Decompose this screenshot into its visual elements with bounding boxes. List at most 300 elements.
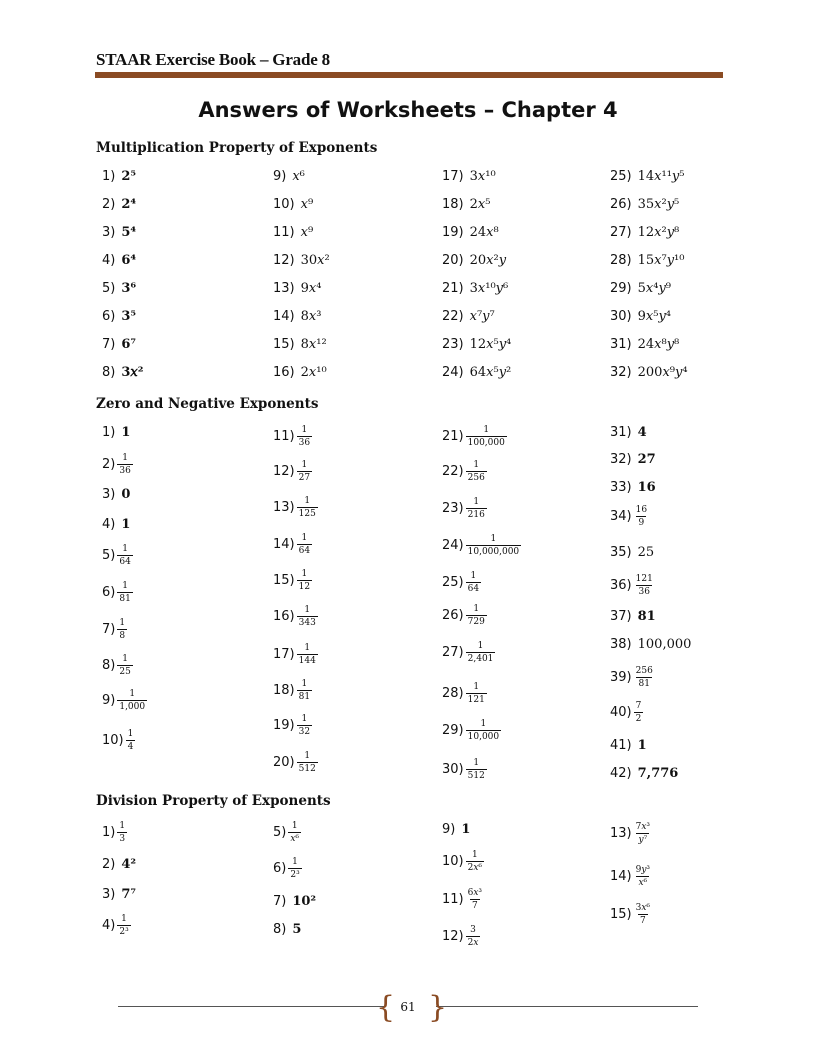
fraction-denominator: 8 — [119, 630, 126, 641]
answer-item — [442, 496, 487, 520]
answer-number: 26) — [610, 196, 632, 212]
answer-fraction — [297, 496, 318, 519]
fraction-denominator: 125 — [298, 508, 316, 519]
answer-value: 𝑥⁹ — [300, 224, 314, 240]
fraction-numerator: 1 — [304, 750, 311, 761]
answer-value: 12𝑥²𝑦⁸ — [637, 224, 680, 240]
answer-number: 17) — [442, 168, 464, 184]
fraction-denominator: 100,000 — [467, 437, 505, 448]
answer-fraction — [466, 604, 487, 627]
answer-item — [102, 360, 143, 384]
answer-number: 38) — [610, 636, 632, 652]
answer-number: 23) — [442, 336, 464, 352]
answer-value: 9𝑥⁴ — [300, 280, 322, 296]
answer-item — [442, 533, 521, 557]
answer-item — [273, 568, 312, 592]
answer-number: 7) — [273, 893, 287, 909]
answer-value: 6⁷ — [121, 336, 137, 352]
answer-item — [102, 882, 136, 906]
answer-item — [442, 570, 481, 594]
answer-value: 200𝑥⁹𝑦⁴ — [637, 364, 688, 380]
answer-number: 9) — [102, 692, 116, 708]
fraction-numerator: 1 — [473, 496, 480, 507]
answer-number: 23) — [442, 500, 464, 516]
answer-item — [102, 512, 130, 536]
page-title: Answers of Worksheets – Chapter 4 — [198, 98, 618, 122]
fraction-denominator: 7 — [471, 900, 478, 911]
fraction-denominator: 1,000 — [119, 701, 146, 712]
answer-value: 9𝑥⁵𝑦⁴ — [637, 308, 671, 324]
answer-value: 𝑥⁹ — [300, 196, 314, 212]
answer-item — [102, 852, 136, 876]
answer-item — [610, 902, 652, 926]
fraction-numerator: 1 — [121, 913, 127, 924]
answer-number: 2) — [102, 196, 116, 212]
fraction-numerator: 121 — [635, 573, 653, 584]
answer-number: 31) — [610, 336, 632, 352]
answer-item — [273, 889, 316, 913]
answer-number: 32) — [610, 364, 632, 380]
answer-number: 5) — [273, 824, 287, 840]
answer-number: 32) — [610, 451, 632, 467]
answer-value: 15𝑥⁷𝑦¹⁰ — [637, 252, 685, 268]
answer-number: 20) — [442, 252, 464, 268]
fraction-denominator: 343 — [298, 617, 316, 628]
answer-value: 5⁴ — [121, 224, 137, 240]
answer-item — [273, 360, 327, 384]
answer-number: 24) — [442, 364, 464, 380]
answer-fraction — [297, 569, 312, 592]
answer-number: 24) — [442, 537, 464, 553]
answer-number: 29) — [442, 722, 464, 738]
answer-number: 3) — [102, 224, 116, 240]
answer-number: 8) — [102, 657, 116, 673]
answer-number: 6) — [102, 584, 116, 600]
answer-item — [442, 640, 495, 664]
answer-fraction — [466, 925, 481, 948]
answer-item — [273, 248, 330, 272]
fraction-numerator: 1 — [119, 617, 126, 628]
answer-number: 34) — [610, 508, 632, 524]
answer-value: 3⁵ — [121, 308, 137, 324]
answer-item — [610, 761, 678, 785]
fraction-numerator: 1 — [292, 856, 298, 867]
answer-item — [610, 447, 656, 471]
fraction-numerator: 3 — [470, 924, 476, 935]
fraction-denominator: 10,000 — [467, 731, 500, 742]
fraction-denominator: 2,401 — [467, 653, 494, 664]
answer-fraction — [297, 605, 318, 628]
fraction-denominator: 81 — [119, 593, 131, 604]
answer-number: 15) — [610, 906, 632, 922]
answer-item — [442, 424, 507, 448]
answer-number: 16) — [273, 364, 295, 380]
answer-item — [102, 617, 127, 641]
answer-number: 26) — [442, 607, 464, 623]
answer-fraction — [288, 857, 301, 880]
answer-value: 1 — [121, 516, 131, 532]
fraction-numerator: 1 — [301, 532, 308, 543]
answer-number: 1) — [102, 168, 116, 184]
answer-value: 30𝑥² — [300, 252, 330, 268]
answer-fraction — [297, 751, 318, 774]
answer-number: 29) — [610, 280, 632, 296]
answer-number: 20) — [273, 754, 295, 770]
fraction-numerator: 1 — [473, 603, 480, 614]
header-rule — [95, 72, 723, 78]
fraction-denominator: 2³ — [290, 869, 300, 880]
fraction-denominator: 2𝑥⁶ — [467, 862, 483, 873]
answer-item — [610, 475, 656, 499]
answer-fraction — [466, 425, 507, 448]
answer-item — [442, 192, 490, 216]
fraction-denominator: 144 — [298, 655, 316, 666]
answer-value: 3𝑥² — [121, 364, 144, 380]
answer-number: 15) — [273, 572, 295, 588]
answer-item — [610, 573, 655, 597]
answer-item — [102, 452, 133, 476]
answer-value: 5 — [292, 921, 302, 937]
answer-value: 2⁵ — [121, 168, 137, 184]
fraction-denominator: 𝑥⁶ — [638, 877, 648, 888]
fraction-numerator: 1 — [127, 728, 134, 739]
answer-number: 37) — [610, 608, 632, 624]
fraction-numerator: 1 — [473, 681, 480, 692]
answer-number: 12) — [273, 252, 295, 268]
answer-fraction — [466, 534, 522, 557]
answer-item — [273, 917, 301, 941]
answer-number: 22) — [442, 308, 464, 324]
answer-fraction — [634, 701, 644, 724]
answer-value: 2𝑥⁵ — [469, 196, 491, 212]
answer-item — [102, 220, 136, 244]
answer-number: 16) — [273, 608, 295, 624]
answer-number: 8) — [273, 921, 287, 937]
answer-item — [610, 504, 649, 528]
fraction-denominator: 36 — [119, 465, 131, 476]
fraction-numerator: 9𝑦³ — [635, 864, 651, 875]
section-title: Multiplication Property of Exponents — [96, 140, 378, 156]
answer-item — [273, 192, 313, 216]
answer-number: 36) — [610, 577, 632, 593]
answer-number: 42) — [610, 765, 632, 781]
fraction-numerator: 1 — [122, 543, 128, 554]
answer-value: 3𝑥¹⁰ — [469, 168, 496, 184]
answer-number: 21) — [442, 280, 464, 296]
answer-item — [102, 543, 133, 567]
answer-number: 12) — [273, 463, 295, 479]
answer-item — [273, 164, 305, 188]
fraction-numerator: 1 — [291, 820, 298, 831]
answer-number: 13) — [610, 825, 632, 841]
section-title: Zero and Negative Exponents — [96, 396, 319, 412]
answer-number: 9) — [273, 168, 287, 184]
answer-item — [273, 424, 312, 448]
answer-fraction — [126, 729, 136, 752]
fraction-numerator: 1 — [480, 718, 487, 729]
answer-fraction — [117, 581, 132, 604]
answer-fraction — [634, 865, 652, 888]
answer-number: 31) — [610, 424, 632, 440]
answer-value: 1 — [637, 737, 647, 753]
answer-value: 0 — [121, 486, 131, 502]
fraction-numerator: 1 — [304, 604, 311, 615]
answer-number: 28) — [442, 685, 464, 701]
answer-item — [442, 603, 487, 627]
answer-fraction — [297, 679, 312, 702]
fraction-numerator: 1 — [301, 678, 308, 689]
answer-number: 21) — [442, 428, 464, 444]
answer-item — [442, 248, 506, 272]
answer-number: 14) — [273, 536, 295, 552]
answer-fraction — [297, 460, 312, 483]
answer-number: 1) — [102, 424, 116, 440]
answer-item — [442, 360, 511, 384]
answer-item — [102, 728, 135, 752]
answer-fraction — [466, 719, 502, 742]
fraction-numerator: 1 — [471, 849, 478, 860]
answer-number: 39) — [610, 669, 632, 685]
answer-number: 6) — [102, 308, 116, 324]
answer-fraction — [634, 903, 652, 926]
answer-item — [273, 713, 312, 737]
fraction-numerator: 1 — [122, 452, 128, 463]
answer-number: 13) — [273, 499, 295, 515]
fraction-numerator: 1 — [483, 424, 490, 435]
fraction-numerator: 16 — [635, 504, 648, 515]
answer-item — [102, 653, 133, 677]
answer-fraction — [634, 822, 652, 845]
fraction-numerator: 1 — [122, 653, 128, 664]
answer-number: 2) — [102, 456, 116, 472]
answer-number: 18) — [442, 196, 464, 212]
answer-item — [273, 642, 318, 666]
answer-value: 4 — [637, 424, 647, 440]
fraction-numerator: 1 — [119, 820, 126, 831]
fraction-denominator: 256 — [467, 472, 485, 483]
answer-number: 11) — [442, 891, 464, 907]
answer-item — [442, 718, 501, 742]
answer-fraction — [117, 618, 127, 641]
fraction-numerator: 3𝑥⁶ — [635, 902, 651, 913]
answer-item — [610, 604, 656, 628]
footer-right-bracket: } — [428, 990, 448, 1025]
answer-number: 7) — [102, 336, 116, 352]
answer-number: 4) — [102, 917, 116, 933]
answer-item — [610, 420, 647, 444]
fraction-denominator: 216 — [467, 509, 485, 520]
answer-item — [102, 304, 136, 328]
answer-value: 2⁴ — [121, 196, 137, 212]
answer-item — [102, 820, 127, 844]
footer-left-bracket: { — [376, 990, 396, 1025]
answer-value: 100,000 — [637, 636, 692, 652]
fraction-numerator: 1 — [301, 424, 308, 435]
answer-item — [442, 757, 487, 781]
answer-number: 3) — [102, 486, 116, 502]
answer-fraction — [117, 544, 132, 567]
fraction-numerator: 7𝑥³ — [635, 821, 651, 832]
answer-item — [442, 304, 495, 328]
answer-fraction — [634, 666, 655, 689]
answer-number: 19) — [442, 224, 464, 240]
answer-number: 40) — [610, 704, 632, 720]
answer-number: 27) — [610, 224, 632, 240]
answer-value: 24𝑥⁸𝑦⁸ — [637, 336, 680, 352]
fraction-numerator: 1 — [477, 640, 484, 651]
answer-number: 1) — [102, 824, 116, 840]
fraction-denominator: 121 — [467, 694, 485, 705]
answer-number: 11) — [273, 428, 295, 444]
answer-fraction — [117, 453, 132, 476]
answer-number: 4) — [102, 516, 116, 532]
answer-value: 16 — [637, 479, 656, 495]
answer-fraction — [117, 689, 147, 712]
answer-item — [102, 276, 136, 300]
answer-number: 41) — [610, 737, 632, 753]
fraction-denominator: 25 — [119, 666, 131, 677]
fraction-denominator: 7 — [639, 915, 646, 926]
fraction-numerator: 6𝑥³ — [467, 887, 483, 898]
answer-number: 30) — [610, 308, 632, 324]
footer-line-right — [436, 1006, 698, 1007]
answer-fraction — [466, 888, 484, 911]
answer-number: 25) — [610, 168, 632, 184]
answer-item — [610, 540, 654, 564]
fraction-denominator: 32 — [298, 726, 311, 737]
answer-item — [442, 849, 484, 873]
answer-item — [273, 459, 312, 483]
answer-item — [610, 665, 655, 689]
fraction-denominator: 36 — [298, 437, 311, 448]
answer-number: 33) — [610, 479, 632, 495]
fraction-denominator: 4 — [127, 741, 134, 752]
answer-number: 2) — [102, 856, 116, 872]
answer-number: 14) — [610, 868, 632, 884]
answer-item — [442, 276, 508, 300]
answer-item — [273, 220, 313, 244]
book-title: STAAR Exercise Book – Grade 8 — [96, 50, 330, 69]
answer-item — [273, 678, 312, 702]
answer-value: 2𝑥¹⁰ — [300, 364, 327, 380]
answer-item — [102, 913, 131, 937]
fraction-denominator: 2³ — [119, 926, 129, 937]
answer-fraction — [466, 850, 484, 873]
answer-item — [610, 248, 684, 272]
answer-item — [102, 248, 136, 272]
answer-fraction — [466, 497, 487, 520]
answer-item — [102, 580, 133, 604]
answer-number: 6) — [273, 860, 287, 876]
fraction-numerator: 1 — [470, 570, 477, 581]
answer-item — [102, 482, 130, 506]
answer-item — [610, 632, 691, 656]
answer-value: 27 — [637, 451, 656, 467]
answer-item — [442, 681, 487, 705]
answer-item — [610, 192, 679, 216]
answer-number: 28) — [610, 252, 632, 268]
answer-number: 27) — [442, 644, 464, 660]
fraction-denominator: 64 — [119, 556, 131, 567]
fraction-numerator: 256 — [635, 665, 653, 676]
fraction-denominator: 81 — [298, 691, 311, 702]
answer-fraction — [297, 533, 312, 556]
answer-item — [102, 688, 147, 712]
answer-item — [610, 733, 647, 757]
answer-value: 3⁶ — [121, 280, 137, 296]
answer-value: 5𝑥⁴𝑦⁹ — [637, 280, 671, 296]
answer-fraction — [117, 914, 130, 937]
fraction-numerator: 1 — [301, 713, 308, 724]
answer-item — [102, 420, 130, 444]
answer-item — [273, 495, 318, 519]
fraction-numerator: 1 — [473, 459, 480, 470]
answer-number: 19) — [273, 717, 295, 733]
fraction-numerator: 1 — [122, 580, 128, 591]
answer-fraction — [466, 758, 487, 781]
answer-item — [102, 332, 136, 356]
answer-value: 7⁷ — [121, 886, 137, 902]
answer-value: 𝑥⁶ — [292, 168, 305, 184]
answer-fraction — [117, 821, 127, 844]
answer-fraction — [297, 714, 312, 737]
fraction-numerator: 7 — [635, 700, 642, 711]
fraction-denominator: 𝑥⁶ — [290, 833, 300, 844]
answer-fraction — [466, 682, 487, 705]
answer-number: 17) — [273, 646, 295, 662]
answer-value: 1 — [461, 821, 471, 837]
footer-line-left — [118, 1006, 384, 1007]
answer-value: 3𝑥¹⁰𝑦⁶ — [469, 280, 509, 296]
answer-item — [610, 276, 671, 300]
page-number: 61 — [400, 1000, 416, 1014]
answer-item — [273, 304, 321, 328]
answer-value: 81 — [637, 608, 656, 624]
answer-value: 8𝑥¹² — [300, 336, 327, 352]
answer-fraction — [466, 571, 481, 594]
answer-value: 8𝑥³ — [300, 308, 322, 324]
answer-fraction — [634, 574, 655, 597]
answer-number: 4) — [102, 252, 116, 268]
answer-number: 35) — [610, 544, 632, 560]
fraction-denominator: 81 — [638, 678, 650, 689]
answer-number: 10) — [442, 853, 464, 869]
fraction-denominator: 3 — [119, 833, 126, 844]
answer-item — [442, 817, 470, 841]
answer-fraction — [466, 641, 496, 664]
answer-value: 64𝑥⁵𝑦² — [469, 364, 512, 380]
answer-number: 10) — [102, 732, 124, 748]
fraction-numerator: 1 — [301, 459, 308, 470]
answer-item — [273, 750, 318, 774]
fraction-denominator: 64 — [467, 583, 480, 594]
answer-number: 3) — [102, 886, 116, 902]
answer-fraction — [297, 425, 312, 448]
fraction-numerator: 1 — [304, 495, 311, 506]
answer-value: 6⁴ — [121, 252, 137, 268]
answer-item — [273, 332, 327, 356]
fraction-denominator: 36 — [638, 586, 650, 597]
answer-item — [273, 856, 302, 880]
answer-number: 25) — [442, 574, 464, 590]
fraction-numerator: 1 — [473, 757, 480, 768]
fraction-denominator: 729 — [467, 616, 485, 627]
answer-number: 5) — [102, 280, 116, 296]
answer-fraction — [297, 643, 318, 666]
answer-number: 5) — [102, 547, 116, 563]
answer-item — [273, 604, 318, 628]
answer-value: 7,776 — [637, 765, 679, 781]
